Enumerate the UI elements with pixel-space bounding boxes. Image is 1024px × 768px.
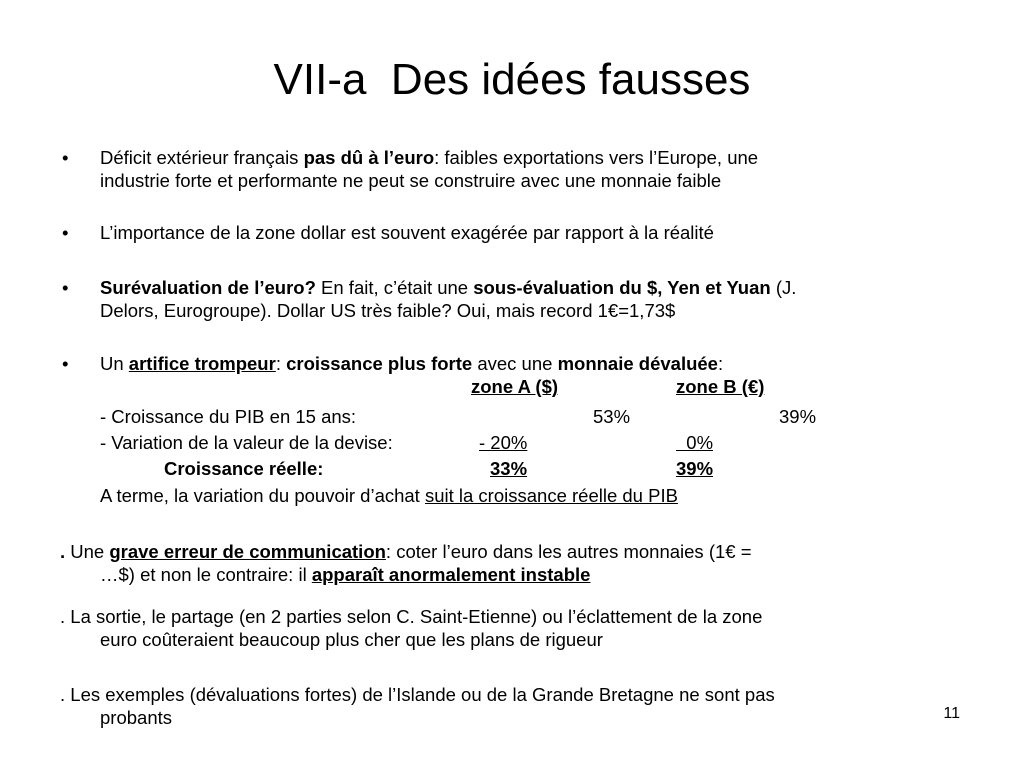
bullet-icon: • <box>62 147 69 168</box>
row-reelle-b: 39% <box>676 458 714 479</box>
conclusion-line <box>100 484 678 507</box>
text: Une <box>65 541 110 562</box>
row-pib-b: 39% <box>779 406 817 427</box>
text: . Les exemples (dévaluations fortes) de l’Islande ou de la Grande Bretagne ne sont pas <box>60 684 775 705</box>
row-devise-b: 0% <box>676 432 714 453</box>
text: Un <box>100 353 129 374</box>
text: Delors, Eurogroupe). Dollar US très faible? Oui, mais record 1€=1,73$ <box>100 300 676 321</box>
text: …$) et non le contraire: il <box>100 564 312 585</box>
row-reelle-label: Croissance réelle: <box>164 458 324 479</box>
text: : coter l’euro dans les autres monnaies (1€ = <box>385 541 752 562</box>
emphasis: pas dû à l’euro <box>303 147 435 168</box>
emphasis: monnaie dévaluée <box>557 353 718 374</box>
bullet-exemples <box>60 683 980 729</box>
emphasis: croissance plus forte <box>286 353 473 374</box>
bullet-icon: • <box>62 353 69 374</box>
text: En fait, c’était une <box>315 277 474 298</box>
text: L’importance de la zone dollar est souvent exagérée par rapport à la réalité <box>100 222 714 243</box>
page-number: 11 <box>943 705 960 722</box>
text: : <box>717 353 724 374</box>
row-pib-a: 53% <box>593 406 631 427</box>
bullet-surevaluation <box>60 276 1020 322</box>
col-zone-a: zone A ($) <box>471 376 559 397</box>
bullet-icon: • <box>62 277 69 298</box>
bullet-artifice <box>60 352 1020 375</box>
emphasis: Surévaluation de l’euro? <box>100 277 316 298</box>
row-devise-label: - Variation de la valeur de la devise: <box>100 432 393 453</box>
text: (J. <box>770 277 797 298</box>
emphasis: artifice trompeur <box>128 353 276 374</box>
col-zone-b: zone B (€) <box>676 376 765 397</box>
row-devise-a: - 20% <box>479 432 528 453</box>
bullet-deficit <box>60 146 1020 192</box>
row-reelle-a: 33% <box>490 458 528 479</box>
text: : faibles exportations vers l’Europe, une <box>434 147 759 168</box>
text: avec une <box>472 353 558 374</box>
bullet-icon: . <box>60 541 66 562</box>
text: Déficit extérieur français <box>100 147 304 168</box>
slide-title: VII-a Des idées fausses <box>273 55 751 104</box>
text: industrie forte et performante ne peut se construire avec une monnaie faible <box>100 170 722 191</box>
bullet-zone-dollar <box>60 221 1020 244</box>
bullet-sortie <box>60 605 980 651</box>
emphasis: grave erreur de communication <box>109 541 386 562</box>
bullet-communication <box>60 540 980 586</box>
bullet-icon: • <box>62 222 69 243</box>
text: probants <box>100 707 172 728</box>
emphasis: apparaît anormalement instable <box>311 564 591 585</box>
text: euro coûteraient beaucoup plus cher que les plans de rigueur <box>100 629 603 650</box>
emphasis: suit la croissance réelle du PIB <box>424 485 678 506</box>
emphasis: sous-évaluation du $, Yen et Yuan <box>473 277 771 298</box>
text: . La sortie, le partage (en 2 parties selon C. Saint-Etienne) ou l’éclattement de la zone <box>60 606 763 627</box>
text: : <box>275 353 287 374</box>
row-pib-label: - Croissance du PIB en 15 ans: <box>100 406 357 427</box>
text: A terme, la variation du pouvoir d’achat <box>100 485 425 506</box>
